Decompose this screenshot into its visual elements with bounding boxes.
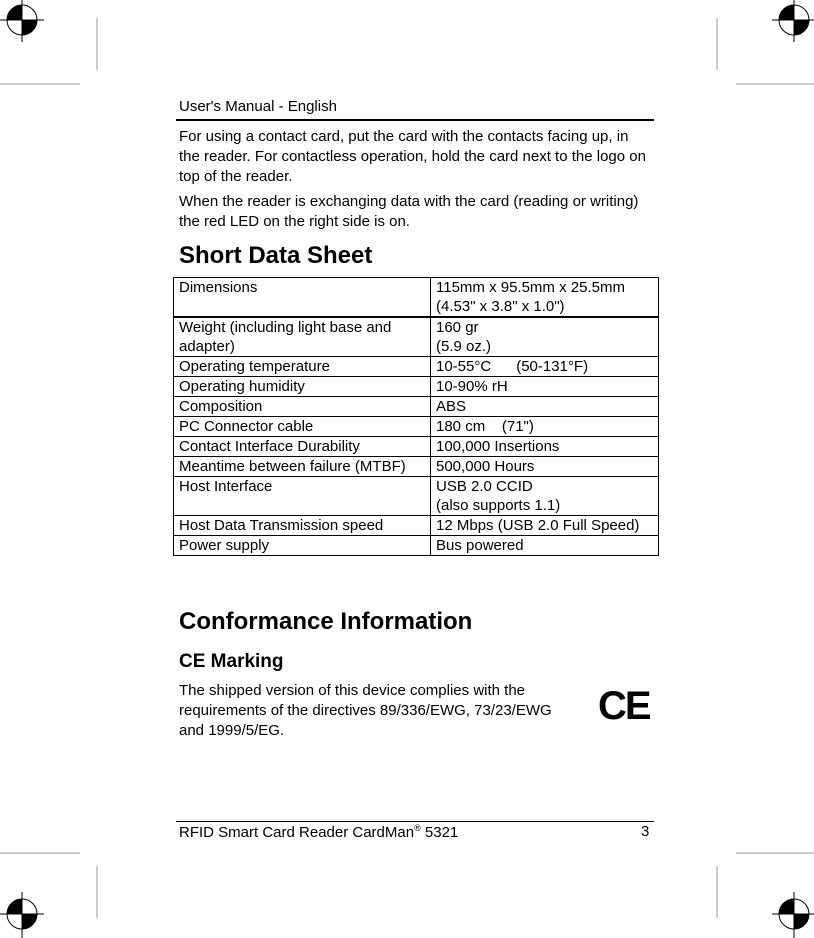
spec-value-line: (also supports 1.1) — [436, 497, 561, 514]
spec-label: Host Interface — [174, 477, 431, 516]
spec-value-line: 100,000 Insertions — [436, 438, 560, 455]
spec-value — [431, 457, 659, 477]
registration-mark-bottom-left — [0, 892, 44, 938]
table-row — [174, 536, 659, 556]
spec-label: Power supply — [174, 536, 431, 556]
spec-value — [431, 317, 659, 357]
spec-value — [431, 417, 659, 437]
table-row — [174, 477, 659, 516]
spec-value — [431, 377, 659, 397]
table-row — [174, 357, 659, 377]
datasheet-heading: Short Data Sheet — [179, 242, 373, 269]
spec-label: Contact Interface Durability — [174, 437, 431, 457]
spec-value-line: 12 Mbps (USB 2.0 Full Speed) — [436, 517, 640, 534]
spec-value-line: 10-90% rH — [436, 378, 508, 395]
footer-model: 5321 — [420, 824, 459, 841]
spec-label: Weight (including light base and adapter) — [174, 317, 431, 357]
spec-value-line: 180 cm (71") — [436, 418, 534, 435]
spec-value-line: Bus powered — [436, 537, 524, 554]
spec-value-line: 160 gr — [436, 319, 479, 336]
ce-marking-heading: CE Marking — [179, 651, 284, 672]
spec-label: Composition — [174, 397, 431, 417]
intro-paragraph-1: For using a contact card, put the card with the contacts facing up, in the reader. For contactless operation, hold the card next to the logo on top of the reader. — [179, 128, 646, 185]
footer-rule — [176, 821, 654, 822]
intro-paragraph-2: When the reader is exchanging data with the card (reading or writing) the red LED on the right side is on. — [179, 193, 639, 230]
page-header-title: User's Manual - English — [179, 98, 337, 115]
spec-value-line: 500,000 Hours — [436, 458, 535, 475]
registration-mark-top-right — [772, 0, 814, 42]
spec-label: Dimensions — [174, 278, 431, 318]
table-row — [174, 437, 659, 457]
spec-label: PC Connector cable — [174, 417, 431, 437]
table-row — [174, 516, 659, 536]
table-row — [174, 397, 659, 417]
table-row — [174, 457, 659, 477]
table-row — [174, 317, 659, 357]
spec-value — [431, 357, 659, 377]
spec-value-line: 115mm x 95.5mm x 25.5mm — [436, 279, 625, 296]
spec-value — [431, 516, 659, 536]
conformance-heading: Conformance Information — [179, 608, 473, 635]
spec-value — [431, 278, 659, 318]
registration-mark-bottom-right — [772, 892, 814, 938]
spec-value — [431, 397, 659, 417]
spec-value-line: 10-55°C (50-131°F) — [436, 358, 589, 375]
page-number: 3 — [641, 823, 650, 840]
registration-mark-top-left — [0, 0, 44, 42]
ce-mark-icon: CE — [598, 684, 650, 728]
spec-label: Meantime between failure (MTBF) — [174, 457, 431, 477]
spec-label: Operating temperature — [174, 357, 431, 377]
footer-product-name — [179, 823, 458, 841]
table-row — [174, 417, 659, 437]
spec-value — [431, 536, 659, 556]
spec-value-line: ABS — [436, 398, 467, 415]
spec-value — [431, 437, 659, 457]
header-rule — [176, 119, 654, 121]
spec-value-line: (4.53" x 3.8" x 1.0") — [436, 298, 565, 315]
table-row — [174, 377, 659, 397]
spec-value-line: (5.9 oz.) — [436, 338, 492, 355]
spec-label: Host Data Transmission speed — [174, 516, 431, 536]
table-row — [174, 278, 659, 318]
spec-value — [431, 477, 659, 516]
spec-value-line: USB 2.0 CCID — [436, 478, 533, 495]
footer-product: RFID Smart Card Reader CardMan — [179, 824, 415, 841]
registered-mark: ® — [414, 823, 421, 833]
ce-marking-text: The shipped version of this device complies with the requirements of the directives 89/336/EWG, 73/23/EWG and 1999/5/EG. — [179, 682, 552, 739]
data-sheet-table — [173, 277, 659, 556]
spec-label: Operating humidity — [174, 377, 431, 397]
